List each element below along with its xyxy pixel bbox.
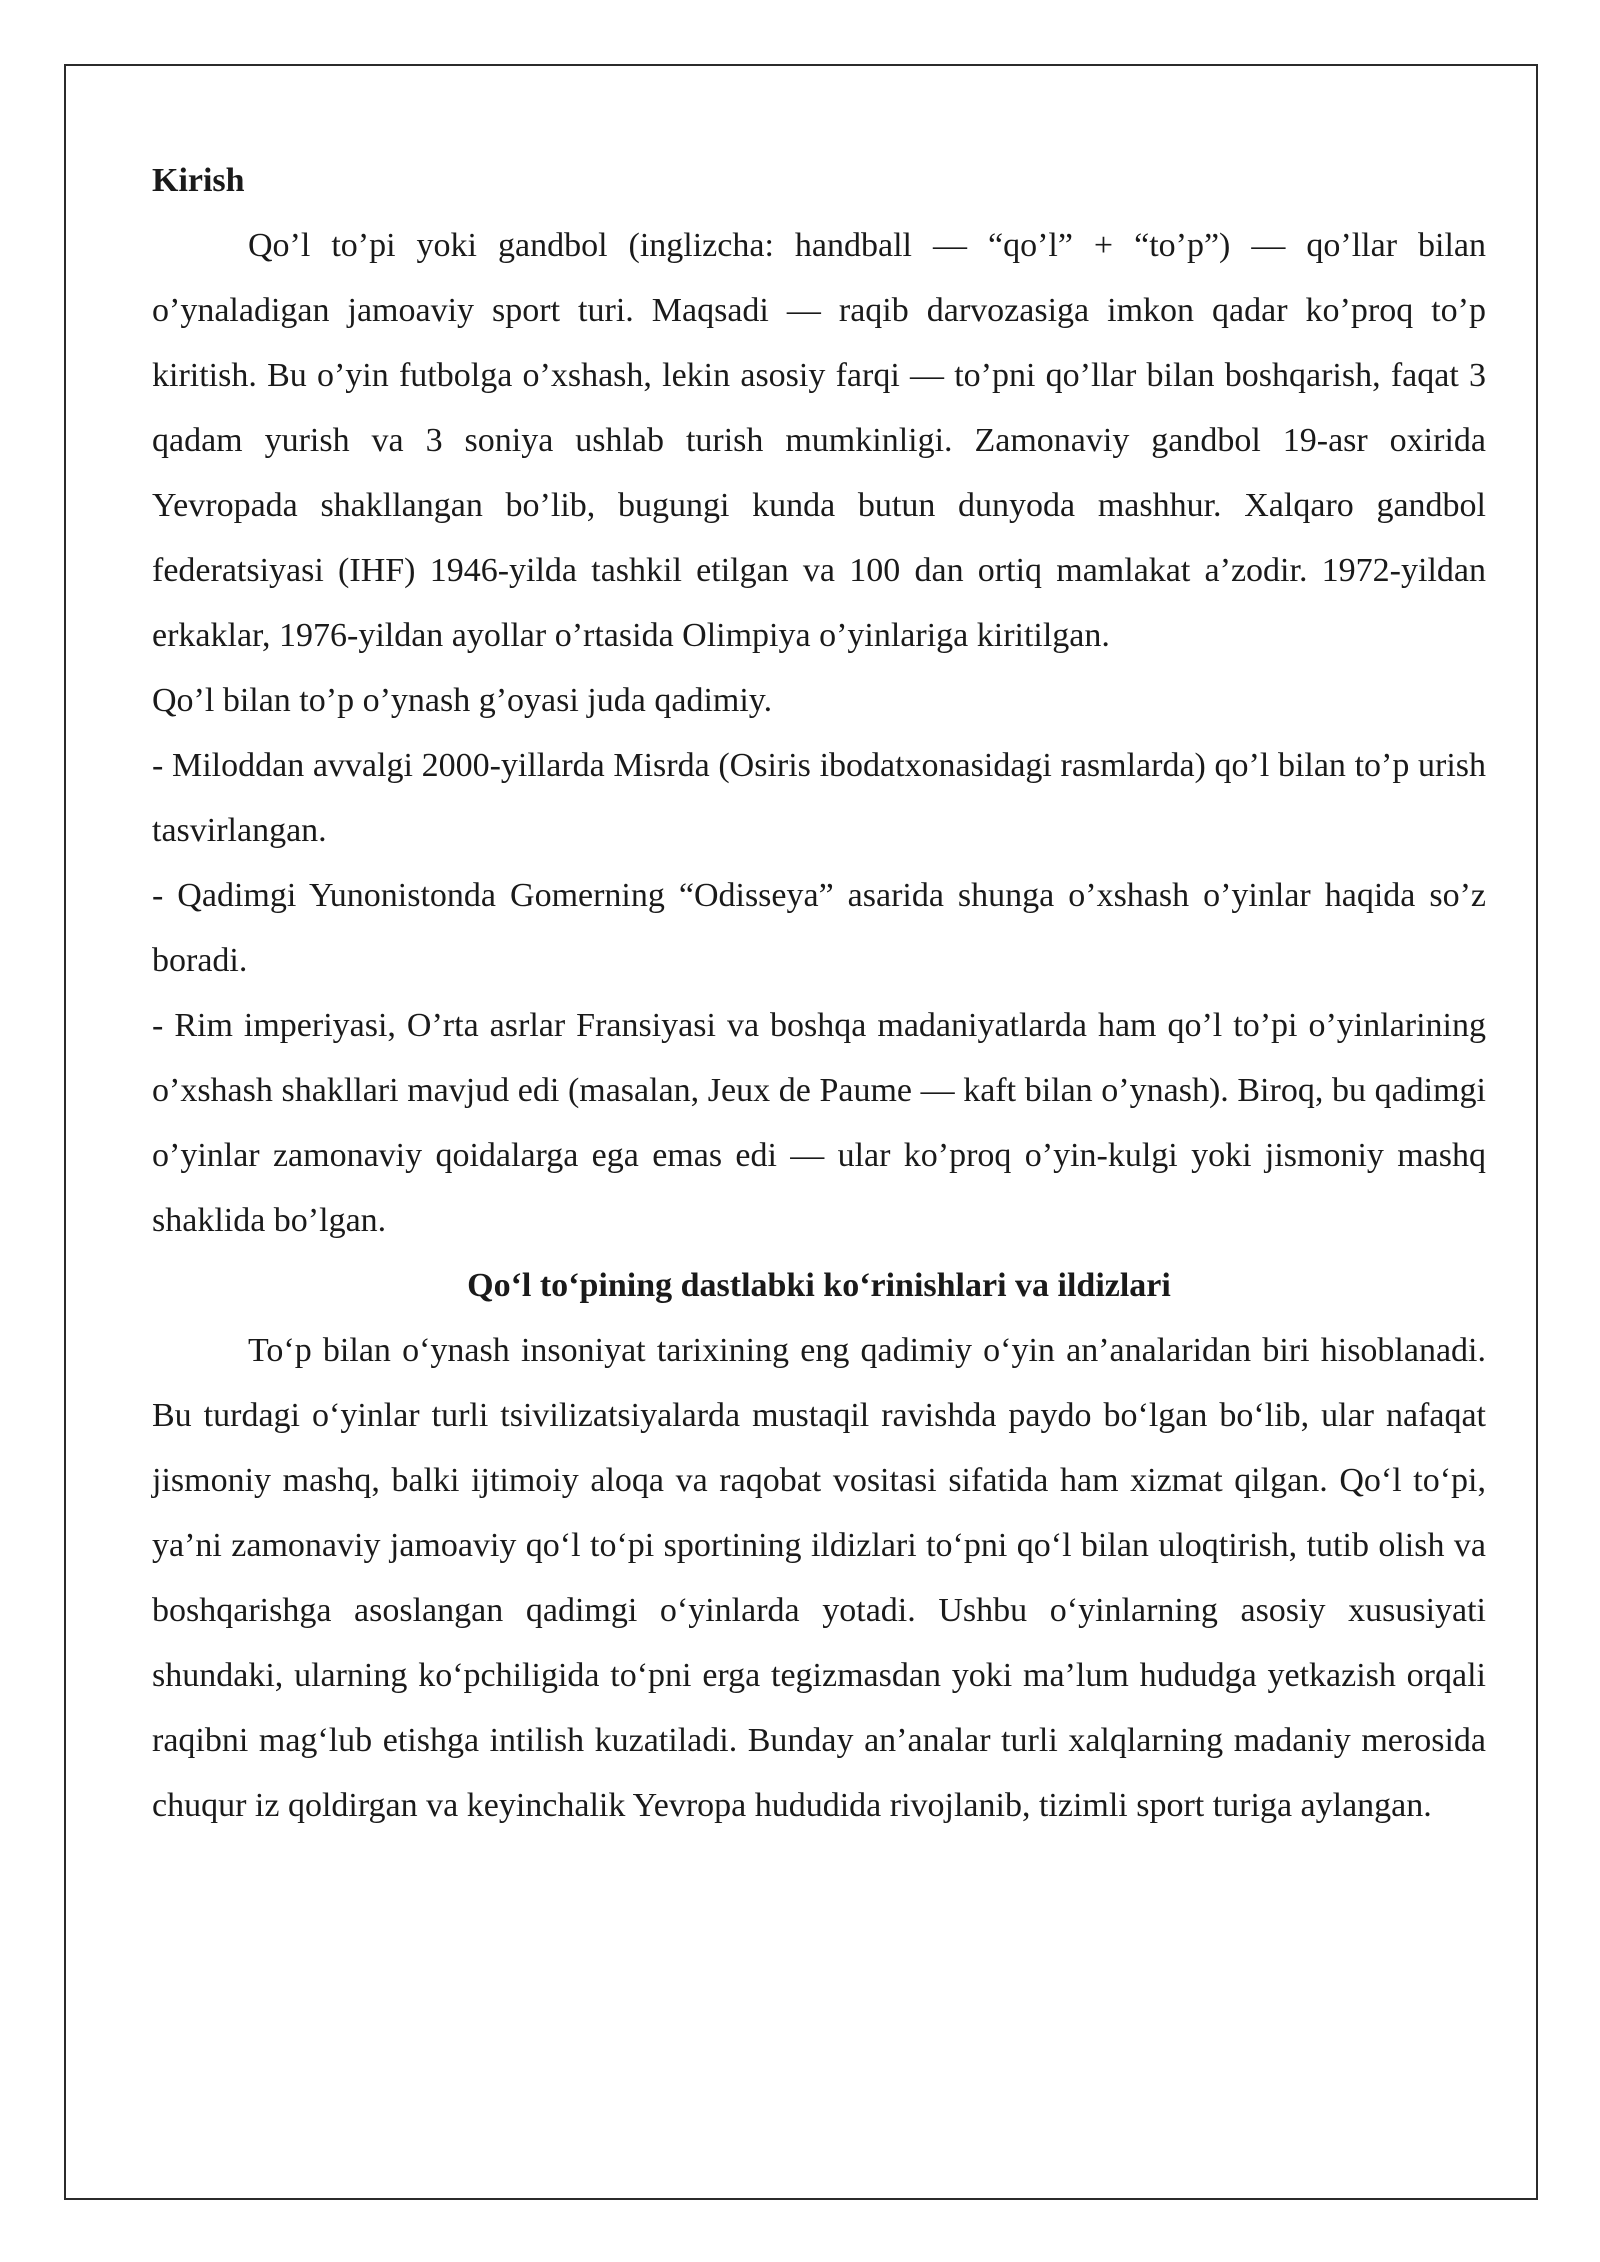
document-body [152,148,1486,1838]
section-paragraph: To‘p bilan o‘ynash insoniyat tarixining eng qadimiy o‘yin an’analaridan biri hisoblanadi. Bu turdagi o‘yinlar turli tsivilizatsiyalarda mustaqil ravishda paydo bo‘lgan bo‘lib, ular nafaqat jismoniy mashq, balki ijtimoiy aloqa va raqobat vositasi sifatida ham xizmat qilgan. Qo‘l to‘pi, ya’ni zamonaviy jamoaviy qo‘l to‘pi sportining ildizlari to‘pni qo‘l bilan uloqtirish, tutib olish va boshqarishga asoslangan qadimgi o‘yinlarda yotadi. Ushbu o‘yinlarning asosiy xususiyati shundaki, ularning ko‘pchiligida to‘pni erga tegizmasdan yoki ma’lum hududga yetkazish orqali raqibni mag‘lub etishga intilish kuzatiladi. Bunday an’analar turli xalqlarning madaniy merosida chuqur iz qoldirgan va keyinchalik Yevropa hududida rivojlanib, tizimli sport turiga aylangan. [152,1332,1486,1824]
idea-line: Qo’l bilan to’p o’ynash g’oyasi juda qadimiy. [152,682,773,719]
bullet-item: - Rim imperiyasi, O’rta asrlar Fransiyasi va boshqa madaniyatlarda ham qo’l to’pi o’yinlarining o’xshash shakllari mavjud edi (masalan, Jeux de Paume — kaft bilan o’ynash). Biroq, bu qadimgi o’yinlar zamonaviy qoidalarga ega emas edi — ular ko’proq o’yin-kulgi yoki jismoniy mashq shaklida bo’lgan. [152,1007,1486,1239]
heading-kirish: Kirish [152,162,245,199]
intro-paragraph: Qo’l to’pi yoki gandbol (inglizcha: handball — “qo’l” + “to’p”) — qo’llar bilan o’ynaladigan jamoaviy sport turi. Maqsadi — raqib darvozasiga imkon qadar ko’proq to’p kiritish. Bu o’yin futbolga o’xshash, lekin asosiy farqi — to’pni qo’llar bilan boshqarish, faqat 3 qadam yurish va 3 soniya ushlab turish mumkinligi. Zamonaviy gandbol 19-asr oxirida Yevropada shakllangan bo’lib, bugungi kunda butun dunyoda mashhur. Xalqaro gandbol federatsiyasi (IHF) 1946-yilda tashkil etilgan va 100 dan ortiq mamlakat a’zodir. 1972-yildan erkaklar, 1976-yildan ayollar o’rtasida Olimpiya o’yinlariga kiritilgan. [152,227,1486,654]
section-title: Qo‘l to‘pining dastlabki ko‘rinishlari va ildizlari [467,1267,1171,1304]
bullet-item: - Miloddan avvalgi 2000-yillarda Misrda (Osiris ibodatxonasidagi rasmlarda) qo’l bilan to’p urish tasvirlangan. [152,747,1486,849]
bullet-item: - Qadimgi Yunonistonda Gomerning “Odisseya” asarida shunga o’xshash o’yinlar haqida so’z boradi. [152,877,1486,979]
